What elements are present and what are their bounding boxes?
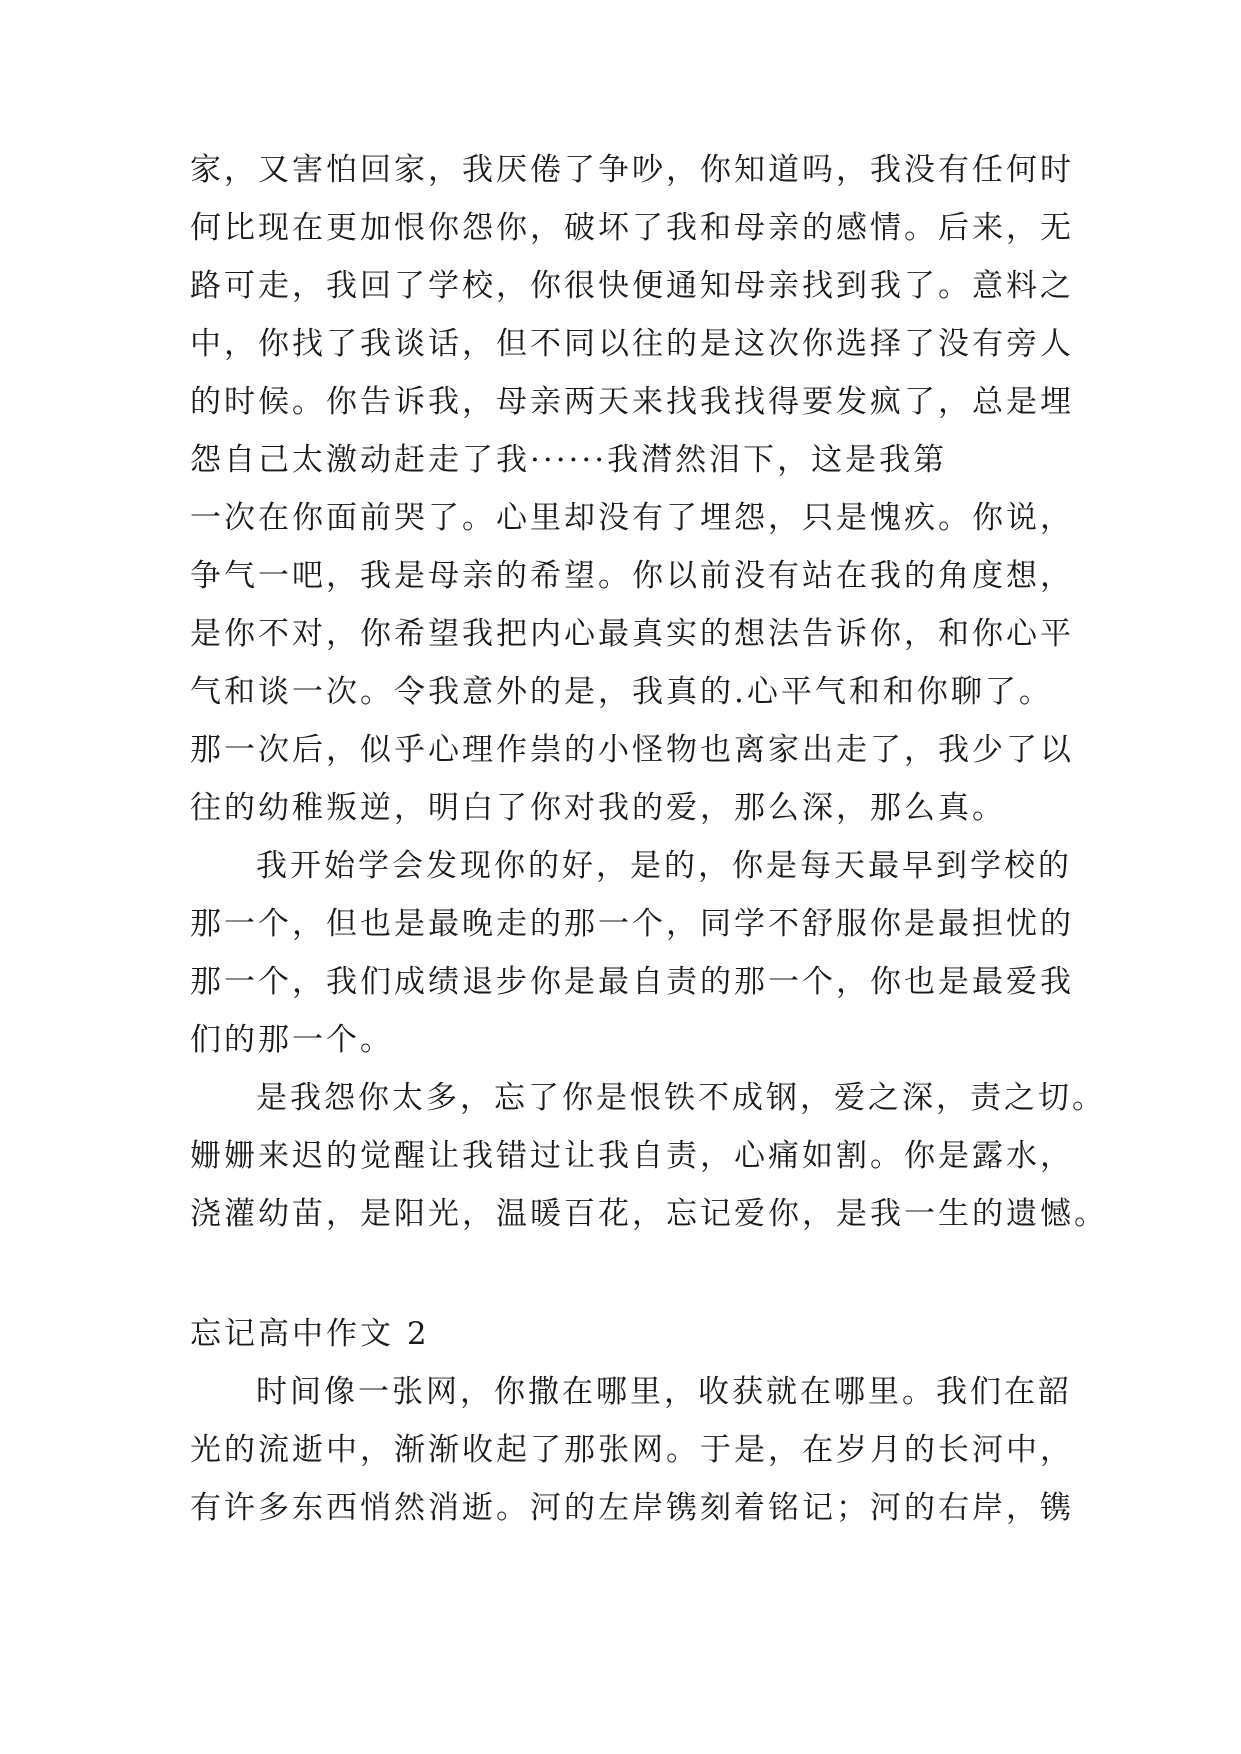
text-line: 气和谈一次。令我意外的是，我真的.心平气和和你聊了。	[190, 674, 1053, 710]
paragraph-continuation	[190, 141, 1074, 837]
text-line: 那一个，但也是最晚走的那一个，同学不舒服你是最担忧的	[190, 906, 1074, 942]
text-line: 是你不对，你希望我把内心最真实的想法告诉你，和你心平	[190, 616, 1074, 652]
text-line: 路可走，我回了学校，你很快便通知母亲找到我了。意料之	[190, 268, 1074, 304]
text-line: 家，又害怕回家，我厌倦了争吵，你知道吗，我没有任何时	[190, 152, 1074, 188]
text-line: 何比现在更加恨你怨你，破坏了我和母亲的感情。后来，无	[190, 210, 1074, 246]
text-line: 那一次后，似乎心理作祟的小怪物也离家出走了，我少了以	[190, 732, 1074, 768]
text-line: 中，你找了我谈话，但不同以往的是这次你选择了没有旁人	[190, 326, 1074, 362]
text-line: 那一个，我们成绩退步你是最自责的那一个，你也是最爱我	[190, 964, 1074, 1000]
heading-text: 忘记高中作文 2	[190, 1316, 430, 1352]
text-line: 们的那一个。	[190, 1022, 394, 1058]
text-line: 光的流逝中，渐渐收起了那张网。于是，在岁月的长河中，	[190, 1432, 1074, 1468]
paragraph	[190, 1363, 1074, 1537]
text-line: 时间像一张网，你撒在哪里，收获就在哪里。我们在韶	[256, 1374, 1072, 1410]
paragraph	[190, 837, 1074, 1069]
text-line: 有许多东西悄然消逝。河的左岸镌刻着铭记；河的右岸，镌	[190, 1490, 1074, 1526]
text-line: 一次在你面前哭了。心里却没有了埋怨，只是愧疚。你说，	[190, 500, 1074, 536]
text-line: 争气一吧，我是母亲的希望。你以前没有站在我的角度想，	[190, 558, 1074, 594]
section-heading	[190, 1305, 1050, 1363]
text-line: 往的幼稚叛逆，明白了你对我的爱，那么深，那么真。	[190, 790, 1006, 826]
text-line: 浇灌幼苗，是阳光，温暖百花，忘记爱你，是我一生的遗憾。	[190, 1196, 1108, 1232]
text-line: 的时候。你告诉我，母亲两天来找我找得要发疯了，总是埋	[190, 384, 1074, 420]
text-line: 姗姗来迟的觉醒让我错过让我自责，心痛如割。你是露水，	[190, 1138, 1074, 1174]
paragraph	[190, 1069, 1108, 1243]
text-line: 怨自己太激动赶走了我······我潸然泪下，这是我第	[190, 442, 948, 478]
text-line: 我开始学会发现你的好，是的，你是每天最早到学校的	[256, 848, 1072, 884]
text-line: 是我怨你太多，忘了你是恨铁不成钢，爱之深，责之切。	[256, 1080, 1106, 1116]
